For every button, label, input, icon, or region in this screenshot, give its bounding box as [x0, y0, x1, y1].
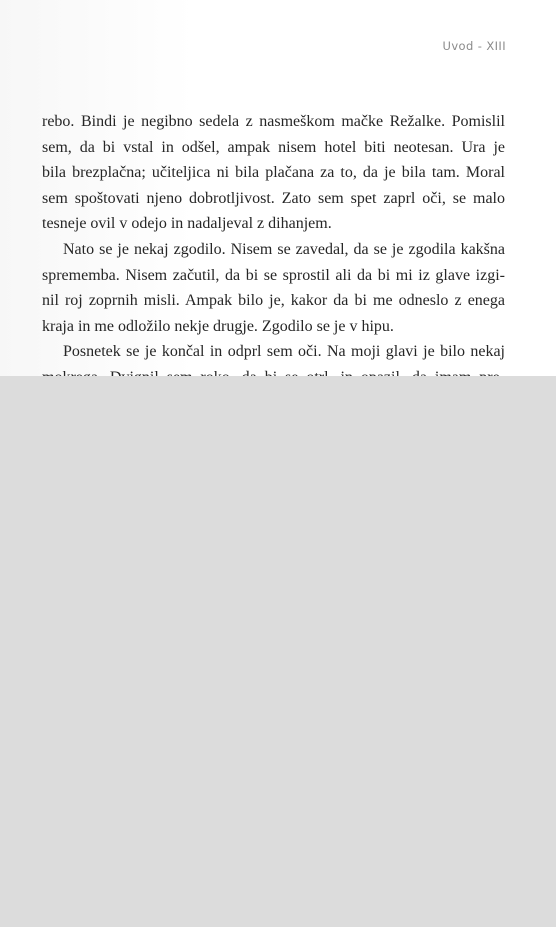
text-line: bila brezplačna; učiteljica ni bila plačana za to, da je bila tam. Moral [42, 164, 505, 182]
paragraph [42, 237, 505, 339]
text-line: nil roj zoprnih misli. Ampak bilo je, kakor da bi me odneslo z enega [42, 292, 505, 310]
text-line: sem, da bi vstal in odšel, ampak nisem hotel biti neotesan. Ura je [42, 138, 505, 156]
text-line: tesneje ovil v odejo in nadaljeval z dihanjem. [42, 215, 332, 233]
text-line: sprememba. Nisem začutil, da bi se sprostil ali da bi mi iz glave izgi- [42, 266, 505, 284]
text-line: kraja in me odložilo nekje drugje. Zgodilo se je v hipu. [42, 317, 394, 335]
book-page [0, 0, 556, 384]
page-body [42, 109, 505, 384]
blank-area [0, 376, 556, 927]
text-line: Posnetek se je končal in odprl sem oči. Na moji glavi je bilo nekaj [63, 343, 505, 361]
text-line: Nato se je nekaj zgodilo. Nisem se zavedal, da se je zgodila kakšna [63, 240, 505, 258]
text-line: rebo. Bindi je negibno sedela z nasmeškom mačke Režalke. Pomislil [42, 113, 505, 130]
text-line: sem spoštovati njeno dobrotljivost. Zato sem spet zaprl oči, se malo [42, 189, 505, 207]
running-header: Uvod - XIII [442, 39, 506, 53]
paragraph [42, 109, 505, 237]
